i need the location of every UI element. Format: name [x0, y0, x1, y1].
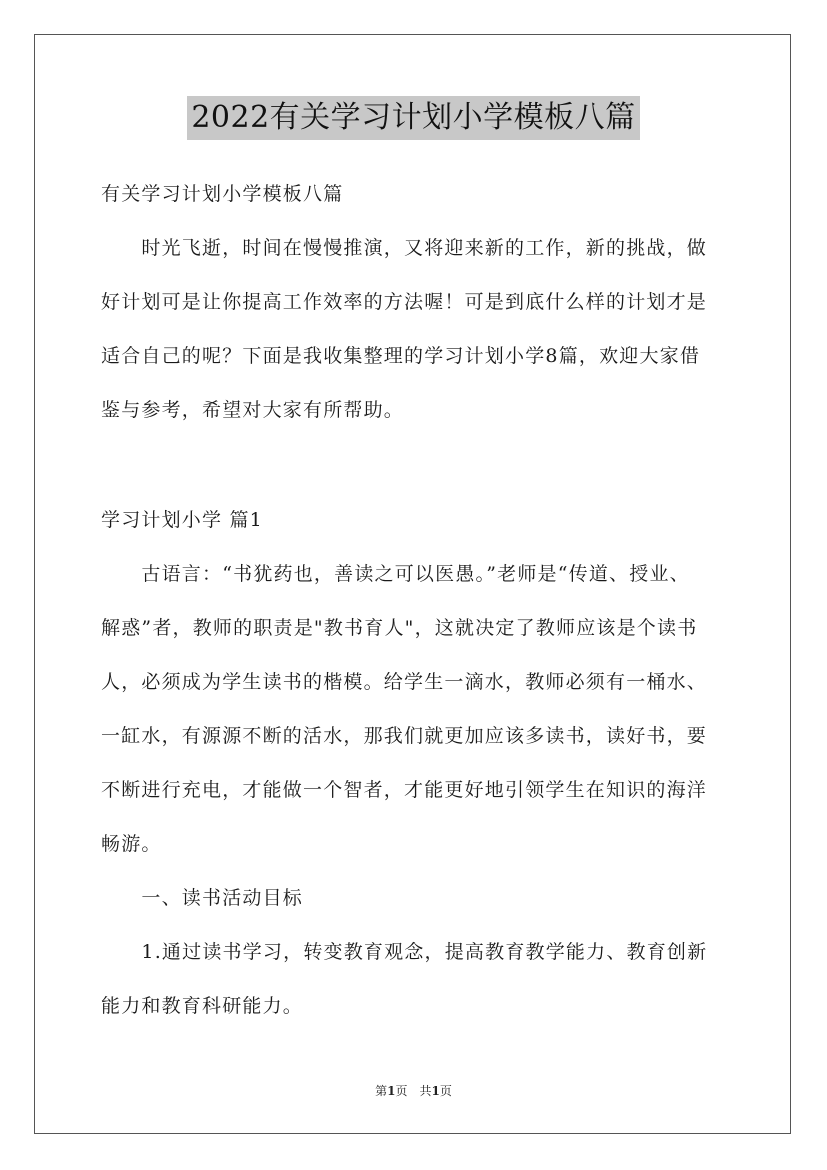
footer-total-pages: 1 [431, 1084, 440, 1098]
intro-line: 好计划可是让你提高工作效率的方法喔！可是到底什么样的计划才是 [101, 291, 708, 313]
section-line: 一缸水，有源源不断的活水，那我们就更加应该多读书，读好书，要 [101, 725, 708, 747]
intro-line: 适合自己的呢？下面是我收集整理的学习计划小学8篇，欢迎大家借 [101, 345, 701, 367]
subtitle: 有关学习计划小学模板八篇 [101, 183, 344, 205]
intro-line: 时光飞逝，时间在慢慢推演，又将迎来新的工作，新的挑战，做 [101, 237, 708, 259]
section-line: 不断进行充电，才能做一个智者，才能更好地引领学生在知识的海洋 [101, 779, 708, 801]
section-line: 解惑”者，教师的职责是"教书育人"，这就决定了教师应该是个读书 [101, 617, 698, 639]
intro-line: 鉴与参考，希望对大家有所帮助。 [101, 399, 405, 421]
footer-total-suffix: 页 [439, 1084, 452, 1098]
document-title-wrap [0, 96, 827, 140]
section-heading: 学习计划小学 篇1 [101, 509, 263, 531]
goal-line: 1.通过读书学习，转变教育观念，提高教育教学能力、教育创新 [101, 941, 708, 963]
goal-heading: 一、读书活动目标 [101, 887, 304, 909]
page-footer [0, 1082, 827, 1099]
document-title: 2022有关学习计划小学模板八篇 [187, 96, 639, 140]
section-line: 畅游。 [101, 833, 162, 855]
footer-page-prefix: 第 [375, 1084, 388, 1098]
footer-page-number: 1 [387, 1084, 396, 1098]
section-line: 古语言：“书犹药也，善读之可以医愚。”老师是“传道、授业、 [101, 563, 690, 585]
goal-line: 能力和教育科研能力。 [101, 995, 304, 1017]
footer-page-suffix: 页 共 [395, 1084, 432, 1098]
section-line: 人，必须成为学生读书的楷模。给学生一滴水，教师必须有一桶水、 [101, 671, 708, 693]
